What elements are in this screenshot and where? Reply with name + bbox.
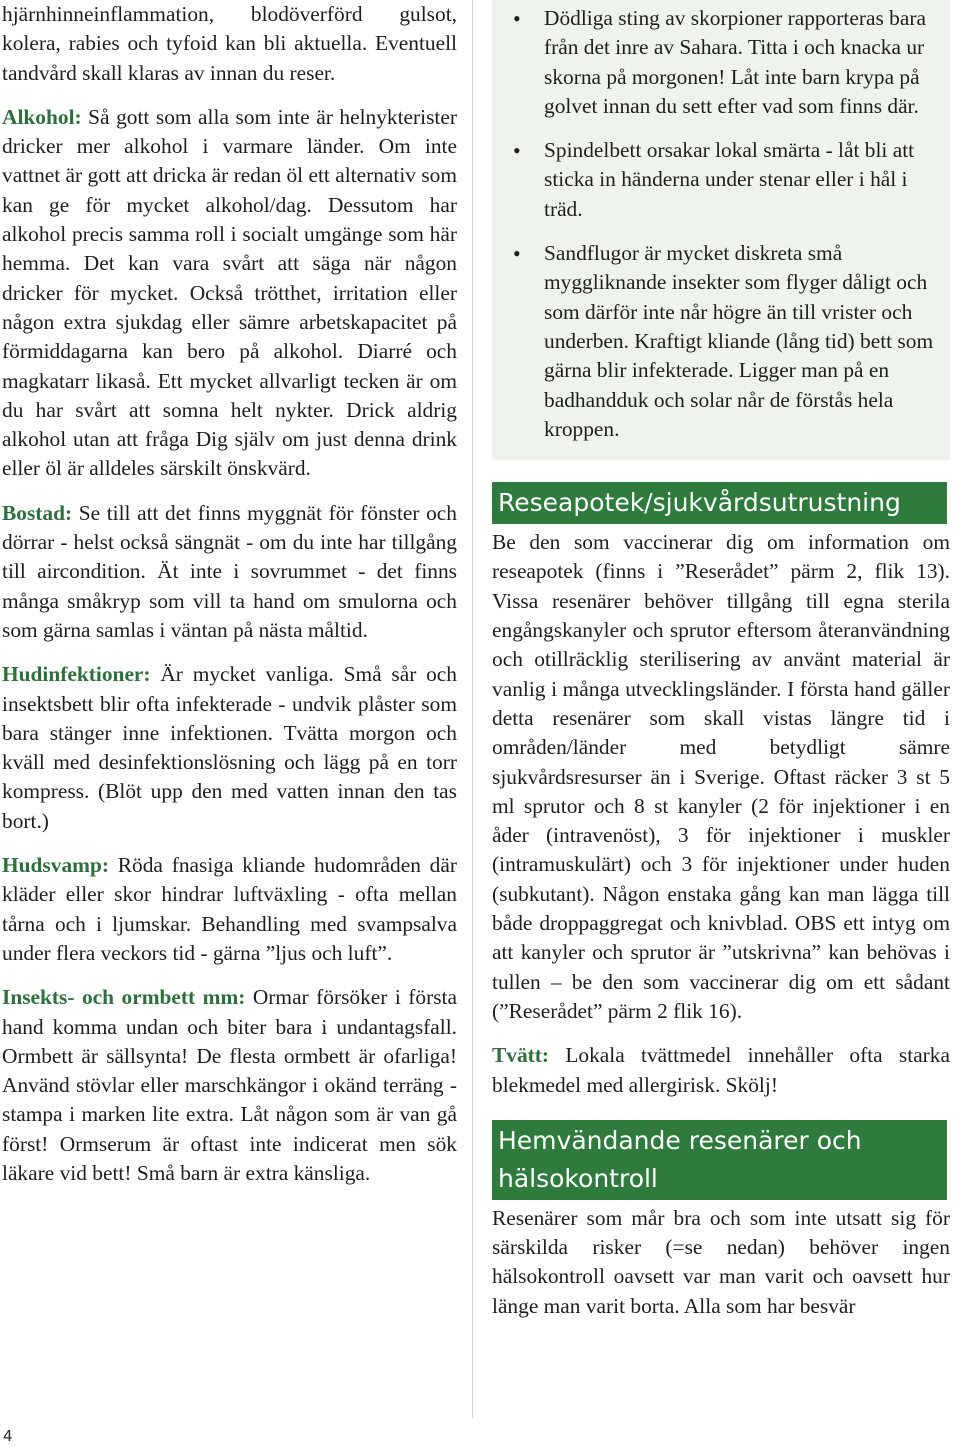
section-hudsvamp — [2, 851, 457, 968]
section-alkohol — [2, 103, 457, 484]
right-column — [492, 0, 950, 1321]
term-hudsvamp: Hudsvamp: — [2, 853, 109, 878]
text-bostad: Se till att det finns myggnät för fönster och dörrar - helst också sängnät - om du inte har tillgång till aircondition. Ät inte i sovrummet - det finns många småkryp som vill ta hand om smulorna och som gärna samlas i väntan på nästa måltid. — [2, 500, 457, 642]
section-insektsbett — [2, 983, 457, 1188]
term-insektsbett: Insekts- och ormbett mm: — [2, 985, 246, 1010]
text-hudinfektioner: Är mycket vanliga. Små sår och insektsbett blir ofta infekterade - undvik plåster som bara stänger inne infektionen. Tvätta morgon och kväll med desinfektionslösning och lägg på en torr kompress. (Blöt upp den med vatten innan den tas bort.) — [2, 662, 457, 833]
text-alkohol: Så gott som alla som inte är helnykterister dricker mer alkohol i varmare länder. Om inte vattnet är gott att dricka är redan öl ett alternativ som kan ge för mycket alkohol/dag. Dessutom har alkohol precis samma roll i socialt umgänge som här hemma. Det kan vara svårt att säga när någon dricker för mycket. Också trötthet, irritation eller någon extra sjukdag eller sämre arbetskapacitet på förmiddagarna kan bero på alkohol. Diarré och magkatarr likaså. Ett mycket allvarligt tecken är om du har svårt att somna helt nykter. Drick aldrig alkohol utan att fråga Dig själv om just denna drink eller öl är alldeles särskilt önskvärd. — [2, 104, 457, 481]
heading-reseapotek: Reseapotek/sjukvårdsutrustning — [492, 482, 947, 524]
page-number: 4 — [3, 1427, 13, 1445]
left-column — [2, 0, 457, 1188]
bullet-item-skorpioner: • Dödliga sting av skorpioner rapporteras bara från det inre av Sahara. Titta i och knacka ur skorna på morgonen! Låt inte barn krypa på golvet innan du sett efter vad som finns där. — [513, 6, 926, 118]
text-insektsbett: Ormar försöker i första hand komma undan och biter bara i undantagsfall. Ormbett är sällsynta! De flesta ormbett är ofarliga! Använd stövlar eller marschkängor i okänd terräng - stampa i marken lite extra. Låt någon som är van gå först! Ormserum är oftast inte indicerat men sök läkare vid bett! Små barn är extra känsliga. — [2, 985, 457, 1185]
text-hudsvamp: Röda fnasiga kliande hudområden där kläder eller skor hindrar luftväxling - ofta mellan tårna och i ljumskar. Behandling med svampsalva under flera veckors tid - gärna ”ljus och luft”. — [2, 853, 457, 965]
bullet-item-spindelbett: • Spindelbett orsakar lokal smärta - låt bli att sticka in händerna under stenar eller i hål i träd. — [513, 138, 915, 221]
heading-hemvandande: Hemvändande resenärer och hälsokontroll — [492, 1120, 947, 1200]
intro-paragraph: hjärnhinneinflammation, blodöverförd gulsot, kolera, rabies och tyfoid kan bli aktuella. Eventuell tandvård skall klaras av innan du reser. — [2, 2, 457, 85]
term-hudinfektioner: Hudinfektioner: — [2, 662, 151, 687]
text-tvatt: Lokala tvättmedel innehåller ofta starka blekmedel med allergirisk. Skölj! — [492, 1043, 950, 1097]
paragraph-hemvandande: Resenärer som mår bra och som inte utsatt sig för särskilda risker (=se nedan) behöver ingen hälsokontroll oavsett var man varit och oavsett hur länge man varit borta. Alla som har besvär — [492, 1205, 950, 1318]
term-bostad: Bostad: — [2, 500, 73, 525]
column-divider — [472, 0, 473, 1418]
bullet-icon: • — [513, 6, 521, 31]
paragraph-reseapotek: Be den som vaccinerar dig om information om reseapotek (finns i ”Reserådet” pärm 2, flik 13). Vissa resenärer behöver tillgång till egna sterila engångskanyler och sprutor eftersom återanvändning och otillräcklig sterilisering av använt material är vanlig i många utvecklingsländer. I första hand gäller detta resenärer som skall vistas längre tid i områden/länder med betydligt sämre sjukvårdsresurser än i Sverige. Oftast räcker 3 st 5 ml sprutor och 8 st kanyler (2 för injektioner i en åder (intravenöst), 3 för injektioner i muskler (intramuskulärt) och 3 för injektioner under huden (subkutant). Någon enstaka gång kan man lägga till både droppaggregat och knivblad. OBS ett intyg om att kanyler och sprutor är ”utskrivna” kan behövas i tullen – be den som vaccinerar dig om ett sådant (”Reserådet” pärm 2 flik 16). — [492, 530, 950, 1023]
bullet-icon: • — [513, 241, 521, 267]
term-alkohol: Alkohol: — [2, 104, 82, 129]
bullet-icon: • — [513, 138, 521, 164]
section-hudinfektioner — [2, 660, 457, 836]
section-tvatt — [492, 1041, 950, 1100]
section-bostad — [2, 499, 457, 645]
term-tvatt: Tvätt: — [492, 1043, 550, 1068]
bullet-box — [492, 0, 950, 460]
bullet-list — [500, 4, 942, 444]
bullet-item-sandflugor: • Sandflugor är mycket diskreta små myggliknande insekter som flyger dåligt och som därför inte når högre än till vrister och underben. Kraftigt kliande (lång tid) bett som gärna blir infekterade. Ligger man på en badhandduk och solar når de förstås hela kroppen. — [513, 241, 934, 441]
